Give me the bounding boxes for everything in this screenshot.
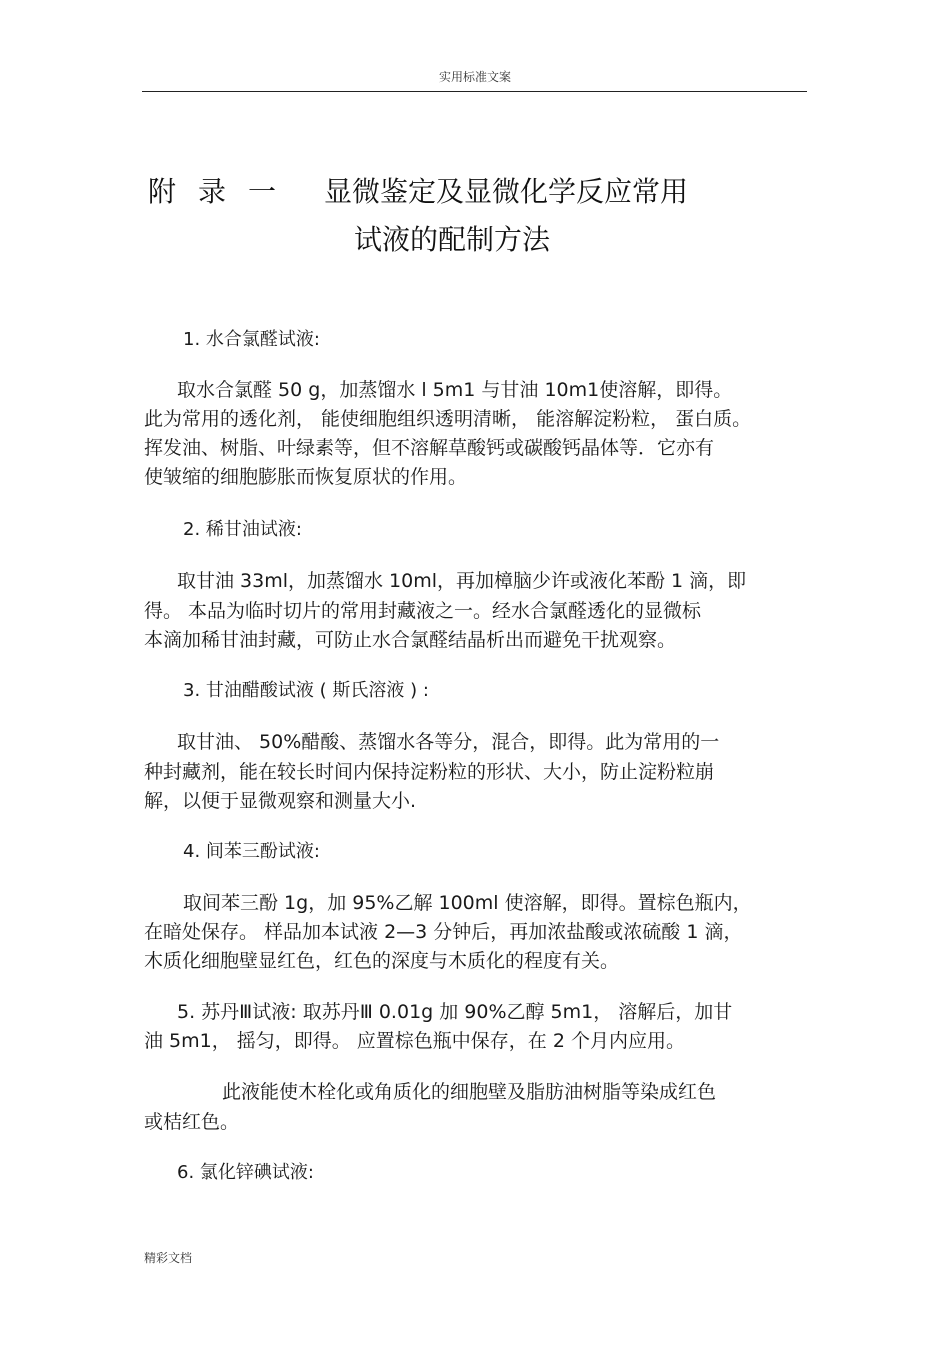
section-5-paragraph-line: 5. 苏丹Ⅲ试液: 取苏丹Ⅲ 0.01g 加 90%乙醇 5m1， 溶解后，加甘 bbox=[177, 1001, 733, 1023]
section-3-heading: 3. 甘油醋酸试液 ( 斯氏溶液 ) : bbox=[183, 680, 429, 701]
note-paragraph-line: 或桔红色。 bbox=[144, 1111, 240, 1133]
section-4-heading: 4. 间苯三酚试液: bbox=[183, 841, 320, 862]
page-footer: 精彩文档 bbox=[144, 1251, 193, 1265]
document-title-continued: 试液的配制方法 bbox=[354, 223, 551, 256]
appendix-label: 附录一 bbox=[148, 175, 299, 208]
document-title bbox=[148, 170, 688, 210]
section-1-paragraph-line: 取水合氯醛 50 g，加蒸馏水 l 5m1 与甘油 10m1使溶解，即得。 bbox=[177, 379, 733, 401]
section-2-paragraph-line: 取甘油 33ml，加蒸馏水 10ml，再加樟脑少许或液化苯酚 1 滴，即 bbox=[177, 570, 747, 592]
section-5-paragraph-line: 油 5m1， 摇匀，即得。 应置棕色瓶中保存，在 2 个月内应用。 bbox=[144, 1030, 685, 1052]
section-3-paragraph-line: 种封藏剂，能在较长时间内保持淀粉粒的形状、大小，防止淀粉粒崩 bbox=[144, 761, 715, 783]
section-4-paragraph-line: 取间苯三酚 1g，加 95%乙解 100ml 使溶解，即得。置棕色瓶内， bbox=[183, 892, 752, 914]
section-1-paragraph-line: 挥发油、树脂、叶绿素等，但不溶解草酸钙或碳酸钙晶体等．它亦有 bbox=[144, 437, 715, 459]
section-1-paragraph-line: 此为常用的透化剂， 能使细胞组织透明清晰， 能溶解淀粉粒， 蛋白质。 bbox=[144, 408, 752, 430]
section-1-paragraph-line: 使皱缩的细胞膨胀而恢复原状的作用。 bbox=[144, 466, 468, 488]
page-header: 实用标准文案 bbox=[438, 70, 511, 84]
section-2-paragraph-line: 本滴加稀甘油封藏，可防止水合氯醛结晶析出而避免干扰观察。 bbox=[144, 629, 677, 651]
header-divider bbox=[142, 91, 807, 92]
title-main: 显微鉴定及显微化学反应常用 bbox=[324, 175, 689, 208]
section-4-paragraph-line: 木质化细胞壁显红色，红色的深度与木质化的程度有关。 bbox=[144, 950, 620, 972]
section-1-heading: 1. 水合氯醛试液: bbox=[183, 329, 320, 350]
section-3-paragraph-line: 取甘油、 50%醋酸、蒸馏水各等分，混合，即得。此为常用的一 bbox=[177, 731, 720, 753]
section-6-heading: 6. 氯化锌碘试液: bbox=[177, 1162, 314, 1183]
section-3-paragraph-line: 解，以便于显微观察和测量大小. bbox=[144, 790, 417, 812]
note-paragraph-line: 此液能使木栓化或角质化的细胞壁及脂肪油树脂等染成红色 bbox=[222, 1081, 717, 1103]
section-2-paragraph-line: 得。 本品为临时切片的常用封藏液之一。经水合氯醛透化的显微标 bbox=[144, 600, 702, 622]
section-4-paragraph-line: 在暗处保存。 样品加本试液 2—3 分钟后，再加浓盐酸或浓硫酸 1 滴， bbox=[144, 921, 743, 943]
section-2-heading: 2. 稀甘油试液: bbox=[183, 519, 302, 540]
